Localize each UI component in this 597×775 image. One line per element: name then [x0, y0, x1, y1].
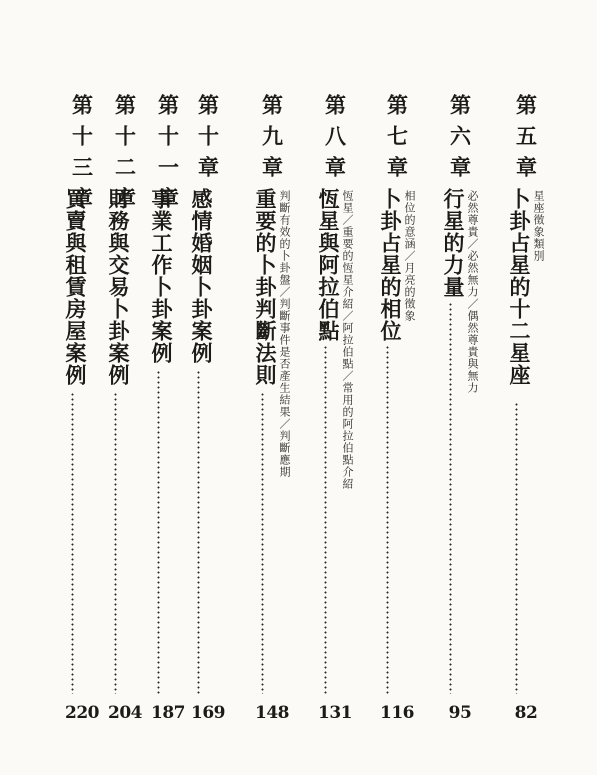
toc-entry-chapter-13 — [62, 0, 102, 775]
chapter-number: 第五章 — [513, 94, 539, 187]
chapter-title: 行星的力量 — [441, 188, 466, 298]
toc-entry-chapter-6 — [440, 0, 480, 775]
page-number: 131 — [318, 703, 352, 723]
leader-dots — [320, 345, 331, 694]
leader-dots — [257, 392, 268, 694]
chapter-title: 卜卦占星的相位 — [378, 188, 403, 342]
toc-entry-chapter-9 — [252, 0, 292, 775]
chapter-number: 第十三章 — [69, 94, 95, 218]
page-number: 220 — [65, 703, 99, 723]
page-number: 204 — [108, 703, 142, 723]
chapter-title: 恆星與阿拉伯點 — [316, 188, 341, 342]
page-number: 82 — [514, 703, 538, 723]
chapter-subtopics: 判斷有效的卜卦盤／判斷事件是否產生結果／判斷應期 — [278, 190, 291, 478]
leader-dots — [153, 370, 164, 694]
leader-dots — [193, 370, 204, 694]
leader-dots — [67, 392, 78, 694]
leader-dots — [110, 392, 121, 694]
chapter-title: 感情婚姻卜卦案例 — [189, 188, 214, 364]
chapter-number: 第九章 — [259, 94, 285, 187]
chapter-title: 卜卦占星的十二星座 — [507, 188, 532, 386]
chapter-title: 財務與交易卜卦案例 — [106, 188, 131, 386]
leader-dots — [445, 302, 456, 694]
toc-entry-chapter-8 — [315, 0, 355, 775]
chapter-number: 第十二章 — [112, 94, 138, 218]
toc-entry-chapter-10 — [188, 0, 228, 775]
chapter-number: 第十一章 — [155, 94, 181, 218]
page-number: 95 — [448, 703, 472, 723]
chapter-title: 買賣與租賃房屋案例 — [63, 188, 88, 386]
chapter-title: 事業工作卜卦案例 — [149, 188, 174, 364]
leader-dots — [382, 345, 393, 694]
chapter-number: 第八章 — [322, 94, 348, 187]
chapter-number: 第十章 — [195, 94, 221, 187]
page-number: 169 — [191, 703, 225, 723]
chapter-subtopics: 星座徵象類別 — [532, 190, 545, 262]
chapter-subtopics: 恆星／重要的恆星介紹／阿拉伯點／常用的阿拉伯點介紹 — [341, 190, 354, 490]
page-number: 187 — [151, 703, 185, 723]
toc-entry-chapter-12 — [105, 0, 145, 775]
toc-entry-chapter-5 — [506, 0, 546, 775]
page-number: 148 — [255, 703, 289, 723]
leader-dots — [511, 402, 522, 694]
chapter-number: 第六章 — [447, 94, 473, 187]
toc-entry-chapter-11 — [148, 0, 188, 775]
chapter-subtopics: 必然尊貴／必然無力／偶然尊貴與無力 — [466, 190, 479, 394]
chapter-number: 第七章 — [384, 94, 410, 187]
chapter-title: 重要的卜卦判斷法則 — [253, 188, 278, 386]
chapter-subtopics: 相位的意涵／月亮的徵象 — [403, 190, 416, 322]
page-number: 116 — [380, 703, 414, 723]
toc-entry-chapter-7 — [377, 0, 417, 775]
